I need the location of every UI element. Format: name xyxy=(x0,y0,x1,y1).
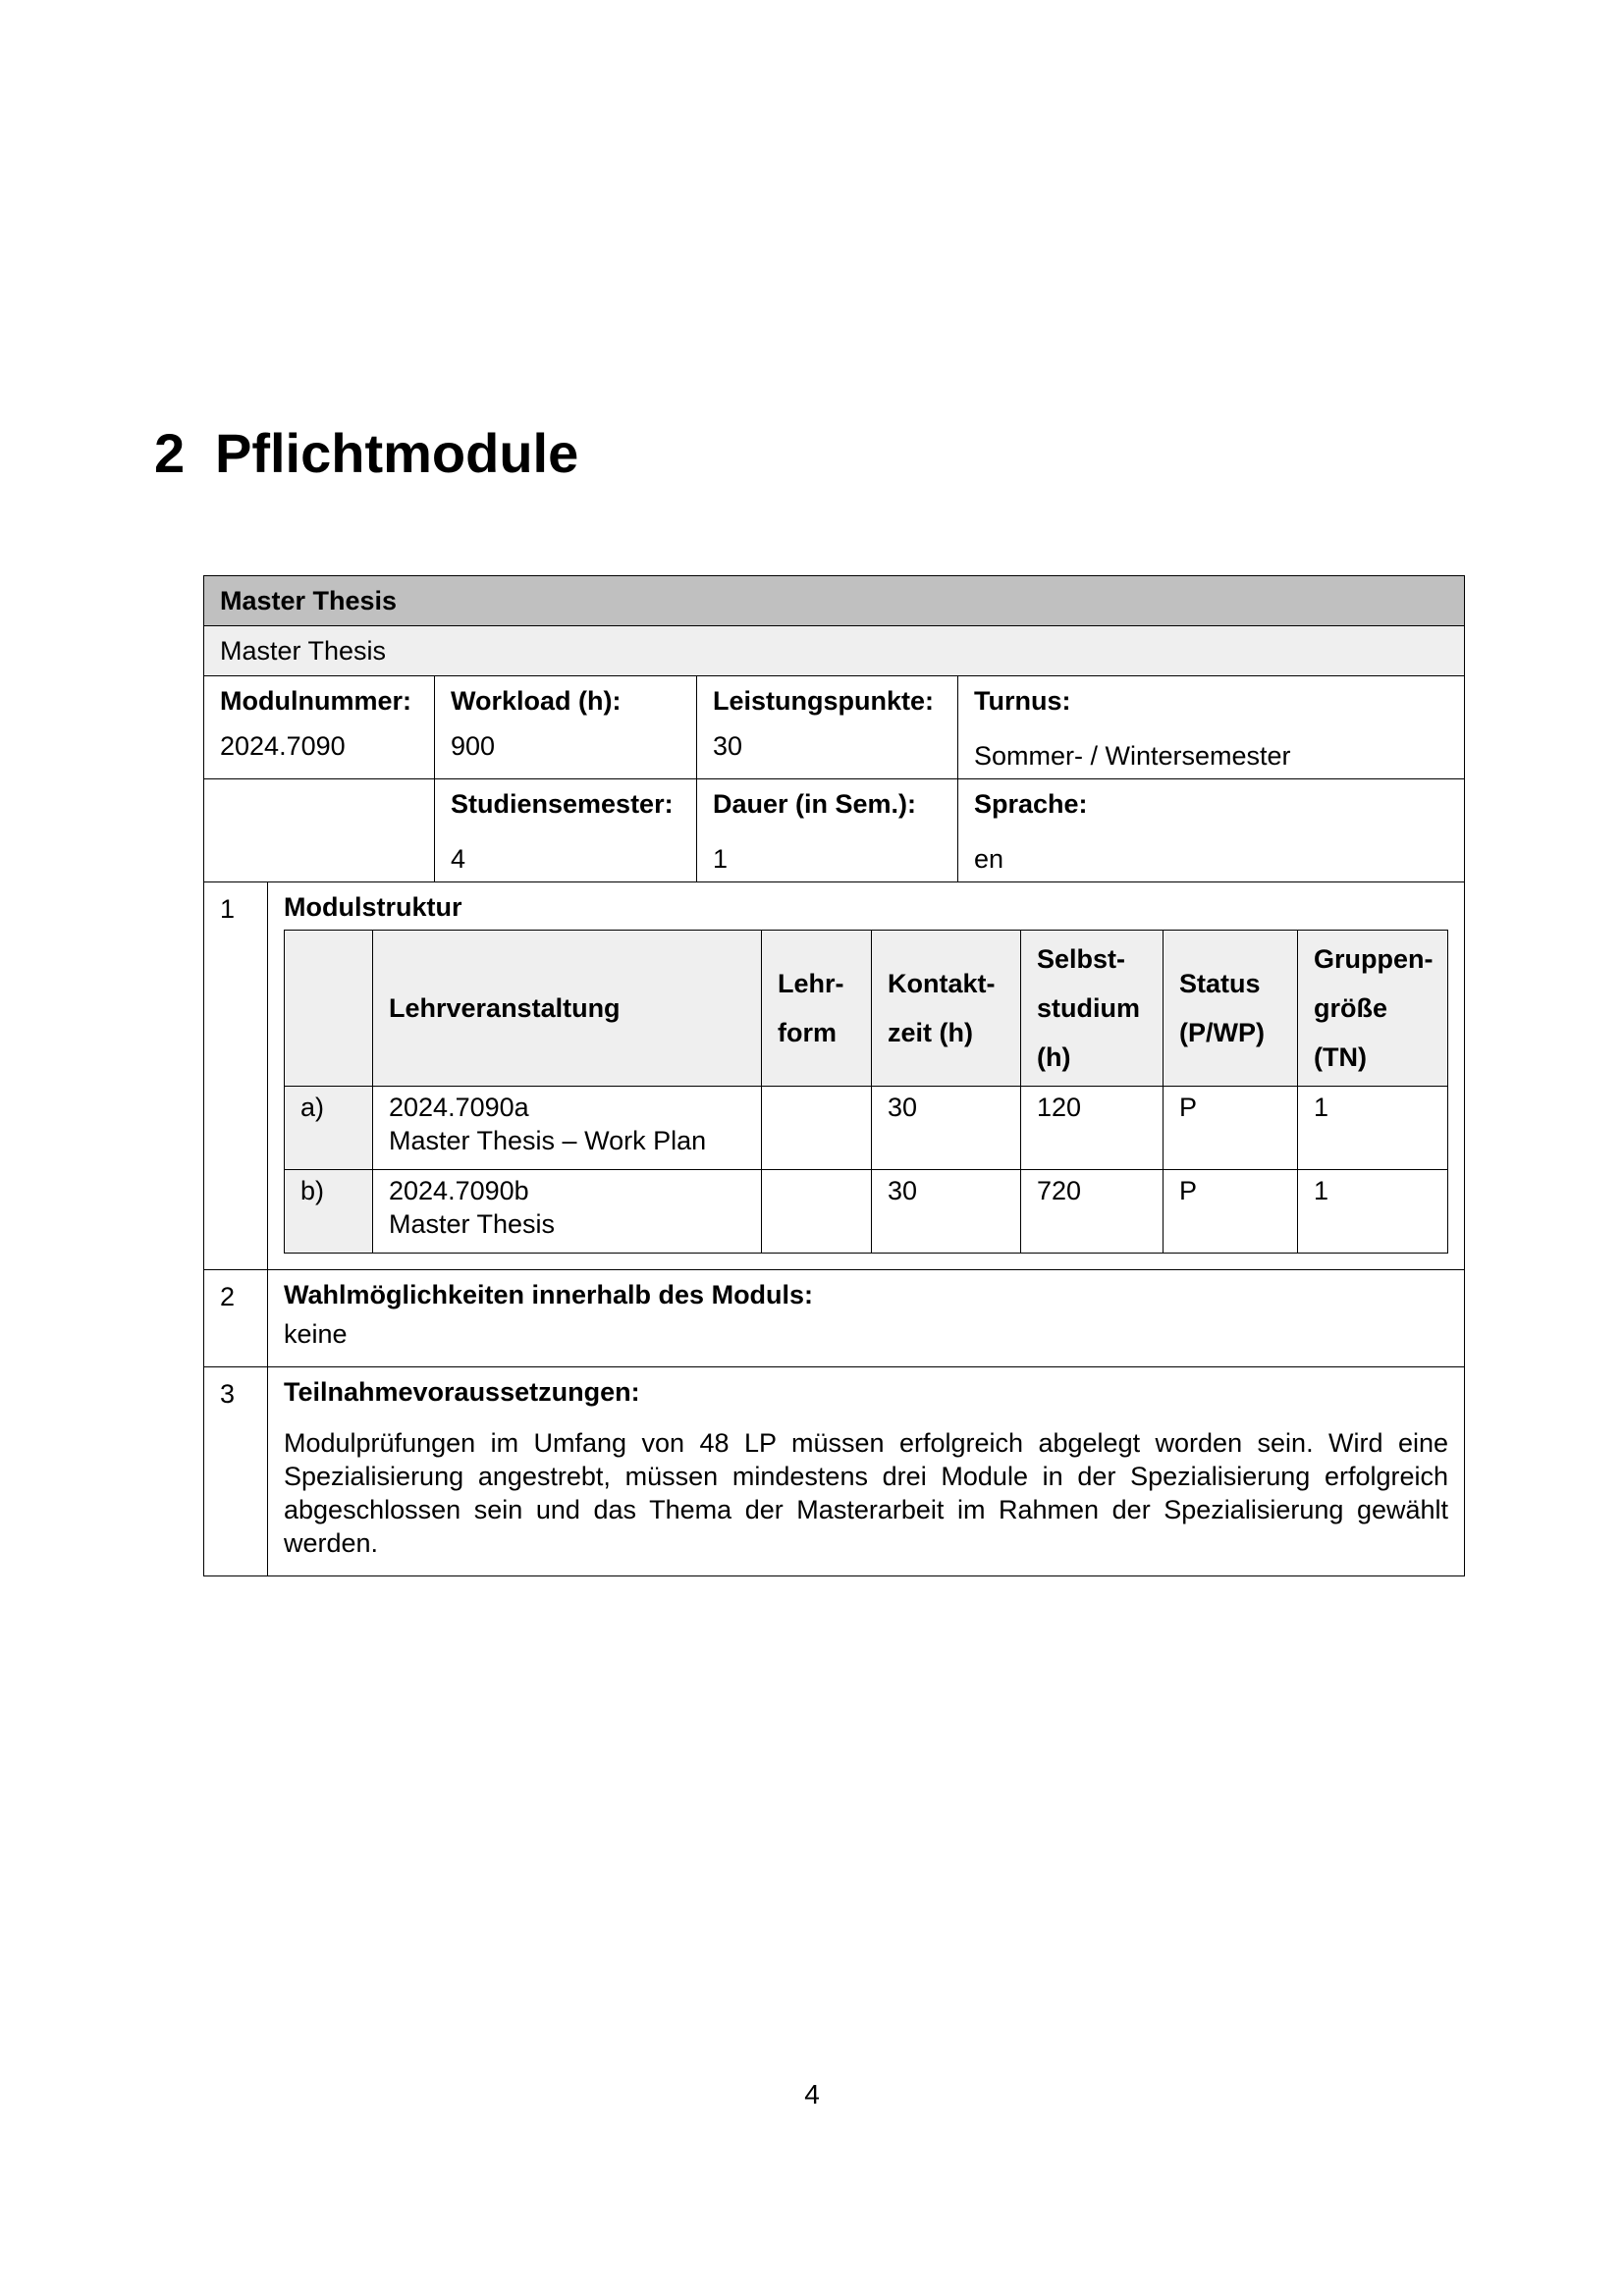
header-kontaktzeit: Kontakt-zeit (h) xyxy=(872,931,1021,1087)
row-gruppengroesse: 1 xyxy=(1298,1087,1448,1170)
meta-value: 30 xyxy=(713,731,743,761)
meta-row-1 xyxy=(204,676,1465,779)
row-lehrform xyxy=(762,1170,872,1254)
section-title: Modulstruktur xyxy=(284,892,462,922)
table-row xyxy=(285,1087,1448,1170)
structure-header-row xyxy=(285,931,1448,1087)
section-number: 2 xyxy=(204,1270,268,1367)
module-title-row xyxy=(204,576,1465,626)
meta-cell-leistungspunkte xyxy=(697,676,958,779)
section-row-modulstruktur xyxy=(204,882,1465,1270)
header-selbststudium: Selbst-studium (h) xyxy=(1021,931,1164,1087)
course-code: 2024.7090b xyxy=(389,1176,529,1205)
course-name: Master Thesis xyxy=(389,1209,556,1239)
meta-cell-studiensemester xyxy=(435,779,697,882)
meta-cell-modulnummer xyxy=(204,676,435,779)
course-name: Master Thesis – Work Plan xyxy=(389,1126,707,1155)
section-number: 3 xyxy=(204,1367,268,1576)
structure-table xyxy=(284,930,1448,1254)
row-course xyxy=(373,1087,762,1170)
row-status: P xyxy=(1164,1170,1298,1254)
row-gruppengroesse: 1 xyxy=(1298,1170,1448,1254)
row-course xyxy=(373,1170,762,1254)
meta-value: 900 xyxy=(451,731,496,761)
meta-cell-sprache xyxy=(958,779,1465,882)
section-row-wahlmoeglichkeiten xyxy=(204,1270,1465,1367)
header-lehrveranstaltung: Lehrveranstaltung xyxy=(373,931,762,1087)
meta-label: Dauer (in Sem.): xyxy=(713,789,917,819)
section-body xyxy=(268,1367,1465,1576)
meta-value: Sommer- / Wintersemester xyxy=(974,741,1291,771)
section-body xyxy=(268,882,1465,1270)
meta-value: 2024.7090 xyxy=(220,731,346,761)
row-kontaktzeit: 30 xyxy=(872,1170,1021,1254)
meta-label: Sprache: xyxy=(974,789,1088,819)
meta-cell-workload xyxy=(435,676,697,779)
row-letter: a) xyxy=(285,1087,373,1170)
section-heading xyxy=(154,422,578,485)
meta-label: Studiensemester: xyxy=(451,789,674,819)
meta-cell-empty xyxy=(204,779,435,882)
meta-cell-dauer xyxy=(697,779,958,882)
row-lehrform xyxy=(762,1087,872,1170)
section-text: Modulprüfungen im Umfang von 48 LP müssen erfolgreich abgelegt worden sein. Wird eine Spezialisierung angestrebt, müssen mindestens drei Module in der Spezialisierung erfolgreich abgeschlossen sein und das Thema der Masterarbeit im Rahmen der Spezialisierung gewählt werden. xyxy=(284,1428,1449,1558)
row-selbststudium: 720 xyxy=(1021,1170,1164,1254)
meta-label: Workload (h): xyxy=(451,686,622,716)
module-table xyxy=(203,575,1465,1576)
section-row-teilnahmevoraussetzungen xyxy=(204,1367,1465,1576)
row-status: P xyxy=(1164,1087,1298,1170)
section-title: Teilnahmevoraussetzungen: xyxy=(284,1377,640,1407)
header-lehrform: Lehr-form xyxy=(762,931,872,1087)
module-subtitle: Master Thesis xyxy=(204,626,1465,676)
meta-row-2 xyxy=(204,779,1465,882)
meta-cell-turnus xyxy=(958,676,1465,779)
meta-value: 1 xyxy=(713,844,729,874)
section-title: Pflichtmodule xyxy=(215,422,579,484)
page-number: 4 xyxy=(804,2079,820,2109)
meta-label: Leistungspunkte: xyxy=(713,686,935,716)
meta-value: 4 xyxy=(451,844,466,874)
header-letter xyxy=(285,931,373,1087)
module-subtitle-row xyxy=(204,626,1465,676)
meta-label: Turnus: xyxy=(974,686,1071,716)
row-letter: b) xyxy=(285,1170,373,1254)
meta-label: Modulnummer: xyxy=(220,686,411,716)
section-number: 1 xyxy=(204,882,268,1270)
table-row xyxy=(285,1170,1448,1254)
section-text: keine xyxy=(284,1319,348,1349)
module-title: Master Thesis xyxy=(204,576,1465,626)
section-number: 2 xyxy=(154,422,186,484)
header-status: Status (P/WP) xyxy=(1164,931,1298,1087)
course-code: 2024.7090a xyxy=(389,1093,529,1122)
meta-value: en xyxy=(974,844,1004,874)
section-title: Wahlmöglichkeiten innerhalb des Moduls: xyxy=(284,1280,814,1309)
row-kontaktzeit: 30 xyxy=(872,1087,1021,1170)
header-gruppengroesse: Gruppen-größe (TN) xyxy=(1298,931,1448,1087)
section-body xyxy=(268,1270,1465,1367)
row-selbststudium: 120 xyxy=(1021,1087,1164,1170)
